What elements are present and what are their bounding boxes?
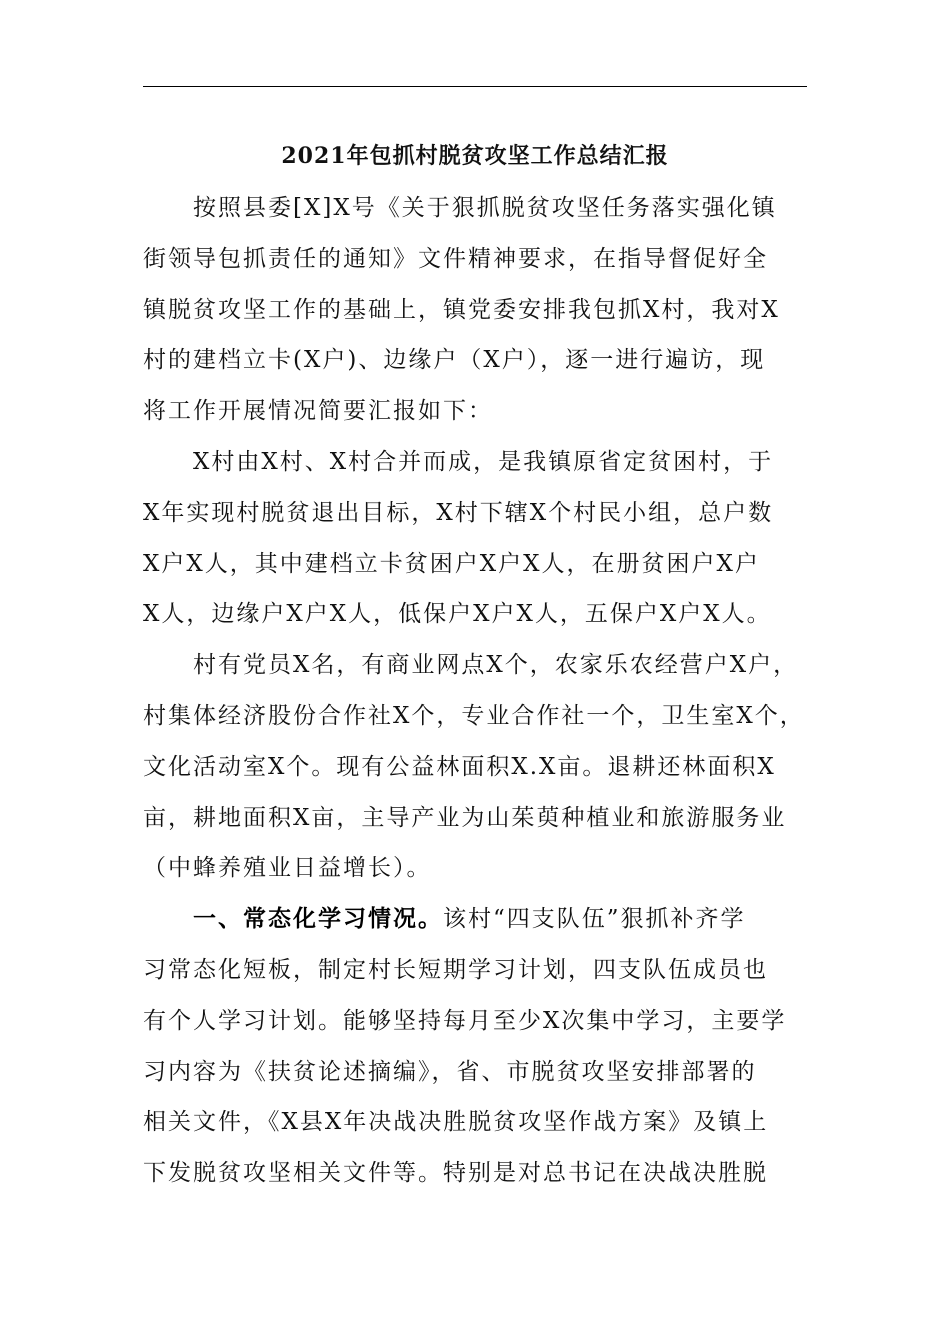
body-text-line (143, 843, 807, 894)
body-text-line (143, 894, 807, 945)
body-text-line (143, 742, 807, 793)
line-text: 相关文件，《X县X年决战决胜脱贫攻坚作战方案》及镇上 (143, 1109, 769, 1136)
body-text-line (143, 183, 807, 234)
line-text: X户X人，其中建档立卡贫困户X户X人，在册贫困户X户 (143, 550, 760, 577)
line-text: X人，边缘户X户X人，低保户X户X人，五保户X户X人。 (143, 601, 772, 628)
line-text: X村由X村、X村合并而成，是我镇原省定贫困村，于 (193, 448, 774, 475)
line-text: 街领导包抓责任的通知》文件精神要求，在指导督促好全 (143, 245, 768, 272)
line-text: 有个人学习计划。能够坚持每月至少X次集中学习，主要学 (143, 1007, 787, 1034)
header-rule (143, 86, 807, 87)
body-text-line (143, 539, 807, 590)
body-text-line (143, 640, 807, 691)
body-text-line (143, 691, 807, 742)
body-text-line (143, 335, 807, 386)
body-text-line (143, 1047, 807, 1098)
body-text-line (143, 386, 807, 437)
line-text: 习内容为《扶贫论述摘编》，省、市脱贫攻坚安排部署的 (143, 1058, 757, 1085)
line-text: 习常态化短板，制定村长短期学习计划，四支队伍成员也 (143, 956, 768, 983)
line-text: X年实现村脱贫退出目标，X村下辖X个村民小组，总户数 (143, 499, 774, 526)
body-text-line (143, 1148, 807, 1199)
body-text-line (143, 589, 807, 640)
line-text: 下发脱贫攻坚相关文件等。特别是对总书记在决战决胜脱 (143, 1160, 768, 1187)
body-text-line (143, 488, 807, 539)
body-text-line (143, 945, 807, 996)
line-text: 亩，耕地面积X亩，主导产业为山茱萸种植业和旅游服务业 (143, 804, 787, 831)
line-text: 文化活动室X个。现有公益林面积X.X亩。退耕还林面积X (143, 753, 776, 780)
body-text-line (143, 1097, 807, 1148)
line-text: 将工作开展情况简要汇报如下： (143, 398, 493, 425)
section-heading: 一、常态化学习情况。 (193, 905, 443, 933)
body-text-line (143, 437, 807, 488)
line-text: 镇脱贫攻坚工作的基础上，镇党委安排我包抓X村，我对X (143, 296, 780, 323)
document-title: 2021年包抓村脱贫攻坚工作总结汇报 (281, 143, 669, 169)
line-text: 村集体经济股份合作社X个，专业合作社一个，卫生室X个， (143, 702, 805, 729)
body-text-line (143, 996, 807, 1047)
body-text-line (143, 234, 807, 285)
line-text: 按照县委[X]X号《关于狠抓脱贫攻坚任务落实强化镇 (193, 195, 777, 221)
body-text-line (143, 793, 807, 844)
line-text: 村的建档立卡(X户)、边缘户（X户），逐一进行遍访，现 (143, 347, 766, 374)
line-text: （中蜂养殖业日益增长）。 (143, 855, 432, 882)
body-text-line (143, 285, 807, 336)
document-body (143, 183, 807, 1199)
line-text: 村有党员X名，有商业网点X个，农家乐农经营户X户， (193, 652, 799, 679)
line-text: 该村“四支队伍”狠抓补齐学 (443, 906, 746, 933)
